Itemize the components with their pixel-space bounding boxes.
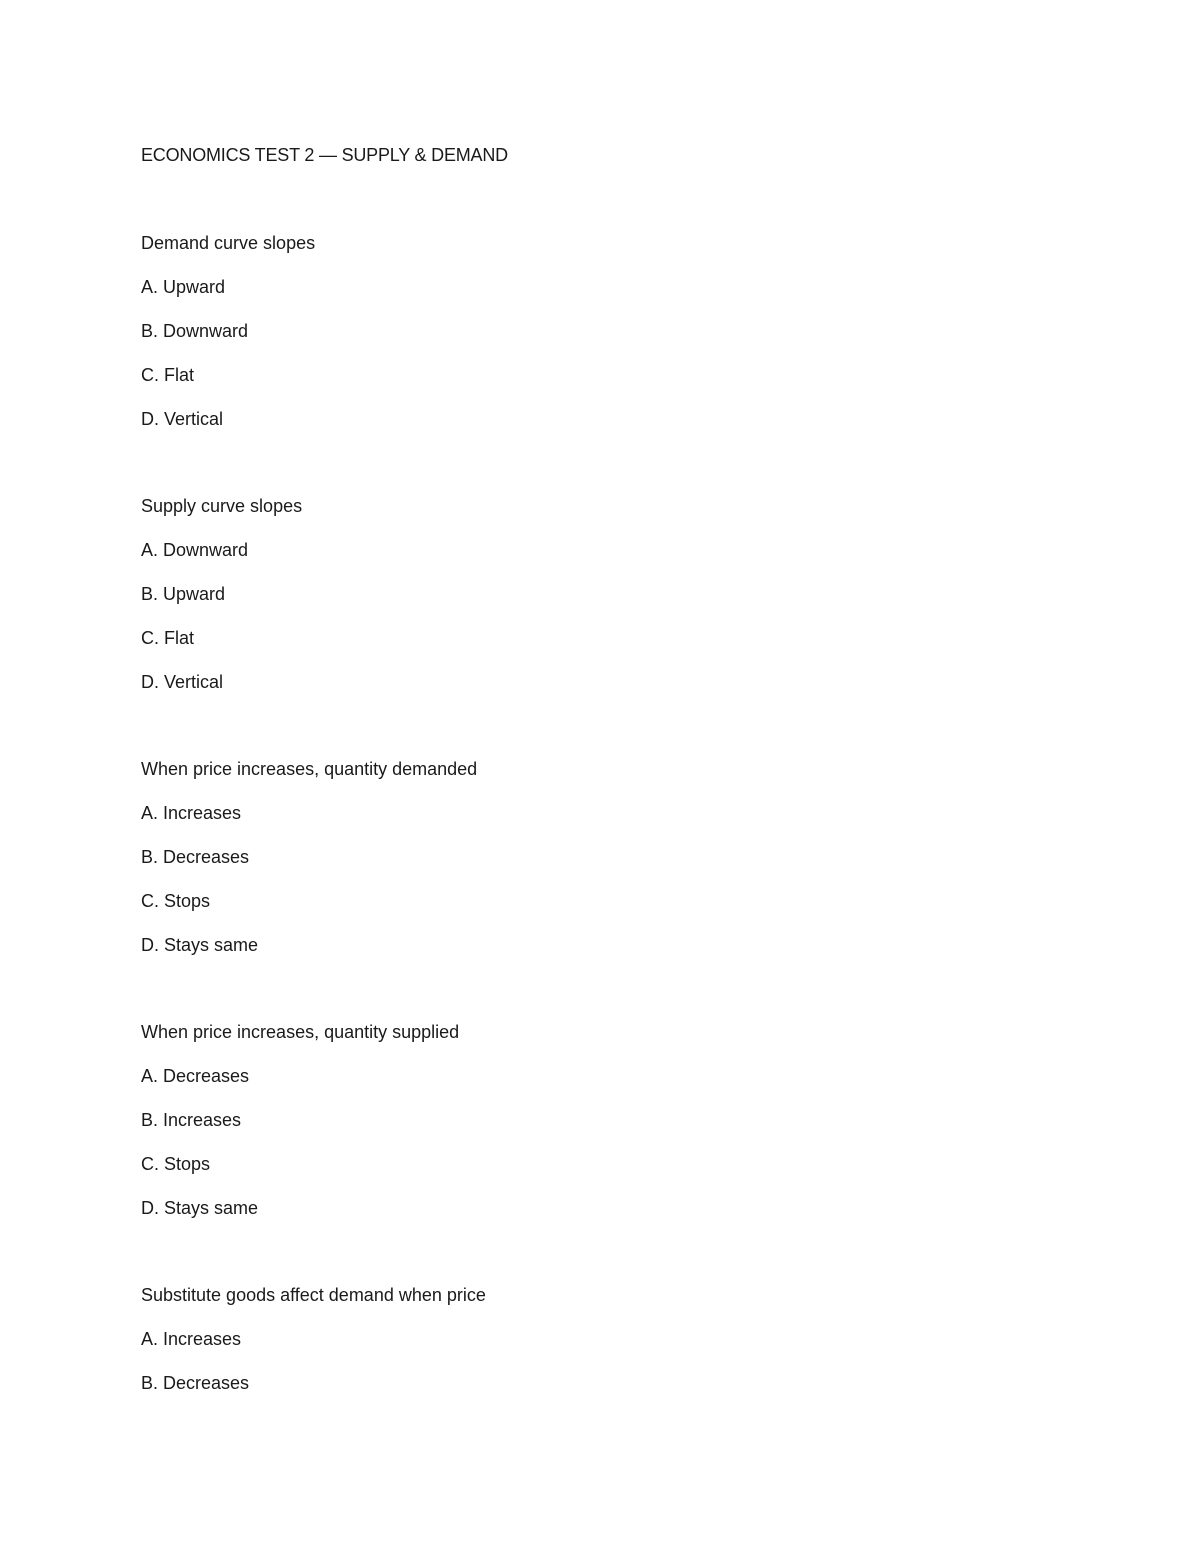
question-2 bbox=[141, 495, 1041, 693]
question-4 bbox=[141, 1021, 1041, 1219]
answer-option: B. Downward bbox=[141, 321, 249, 341]
answer-option: A. Increases bbox=[141, 803, 242, 823]
question-1 bbox=[141, 232, 1041, 430]
answer-option: A. Upward bbox=[141, 277, 226, 297]
answer-option: C. Stops bbox=[141, 891, 211, 911]
answer-option: A. Increases bbox=[141, 1329, 242, 1349]
answer-option: A. Downward bbox=[141, 540, 249, 560]
answer-option: B. Decreases bbox=[141, 1373, 250, 1393]
answer-option: C. Flat bbox=[141, 628, 195, 648]
answer-option: B. Increases bbox=[141, 1110, 242, 1130]
page-title: ECONOMICS TEST 2 — SUPPLY & DEMAND bbox=[141, 145, 508, 165]
answer-option: C. Flat bbox=[141, 365, 195, 385]
answer-option: B. Upward bbox=[141, 584, 226, 604]
answer-option: D. Vertical bbox=[141, 672, 224, 692]
answer-option: D. Vertical bbox=[141, 409, 224, 429]
answer-option: B. Decreases bbox=[141, 847, 250, 867]
answer-option: D. Stays same bbox=[141, 935, 259, 955]
question-5 bbox=[141, 1284, 1041, 1394]
question-text: Substitute goods affect demand when price bbox=[141, 1285, 486, 1305]
answer-option: C. Stops bbox=[141, 1154, 211, 1174]
question-3 bbox=[141, 758, 1041, 956]
question-text: Demand curve slopes bbox=[141, 233, 316, 253]
answer-option: D. Stays same bbox=[141, 1198, 259, 1218]
question-text: When price increases, quantity supplied bbox=[141, 1022, 460, 1042]
question-text: When price increases, quantity demanded bbox=[141, 759, 478, 779]
question-text: Supply curve slopes bbox=[141, 496, 303, 516]
answer-option: A. Decreases bbox=[141, 1066, 250, 1086]
document-content bbox=[141, 144, 1041, 1394]
